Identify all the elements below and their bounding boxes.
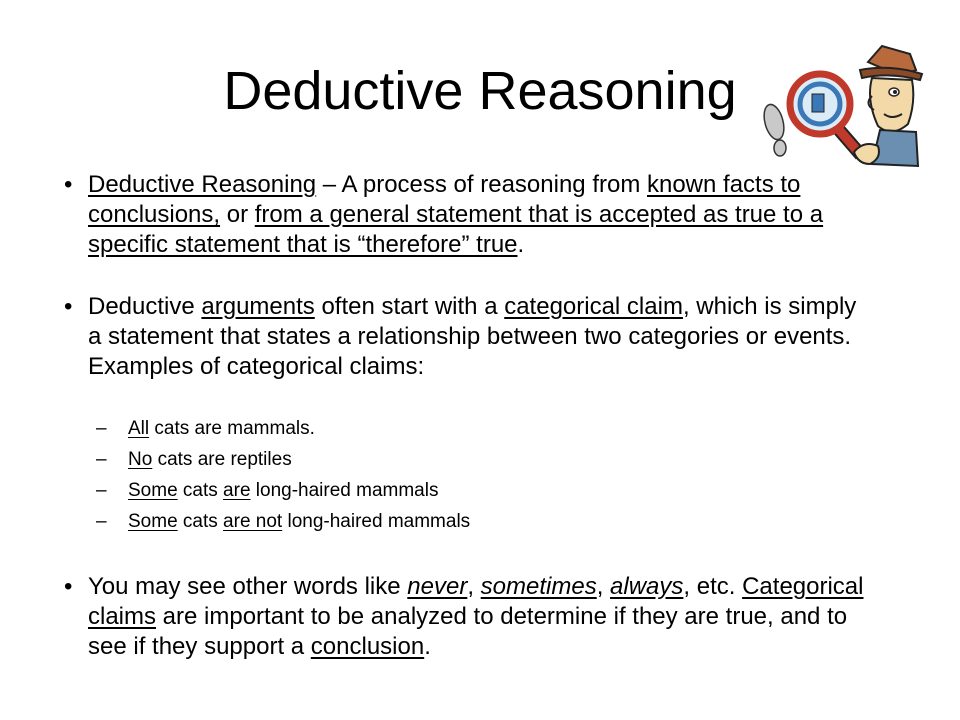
dash-marker: –: [96, 480, 107, 501]
term-deductive-reasoning: Deductive Reasoning: [88, 171, 317, 198]
bullet-marker: •: [64, 293, 73, 320]
example-item: – All cats are mammals.: [96, 418, 315, 439]
dash-marker: –: [96, 511, 107, 532]
detective-magnifying-glass-icon: [760, 40, 928, 176]
bullet-categorical-claims: • Deductive arguments often start with a categorical claim, which is simply a statement that states a relationship between two categories or events. Examples of categorical claims:: [64, 293, 857, 380]
term-arguments: arguments: [201, 293, 315, 320]
slide-title: Deductive Reasoning: [223, 61, 737, 121]
term-conclusion: conclusion: [310, 633, 425, 660]
example-item: – Some cats are not long-haired mammals: [96, 511, 471, 532]
example-item: – No cats are reptiles: [96, 449, 292, 470]
bullet-other-words: • You may see other words like never, sometimes, always, etc. Categorical claims are important to be analyzed to determine if they are true, and to see if they support a conclusion.: [64, 573, 864, 660]
dash-marker: –: [96, 449, 107, 470]
term-categorical-claim: categorical claim: [504, 293, 683, 320]
bullet-definition: • Deductive Reasoning – A process of reasoning from known facts to conclusions, or from a general statement that is accepted as true to a specific statement that is “therefore” true.: [64, 171, 824, 258]
examples-list: [96, 418, 796, 542]
bullet-marker: •: [64, 573, 73, 600]
example-item: – Some cats are long-haired mammals: [96, 480, 439, 501]
bullet-marker: •: [64, 171, 73, 198]
dash-marker: –: [96, 418, 107, 439]
